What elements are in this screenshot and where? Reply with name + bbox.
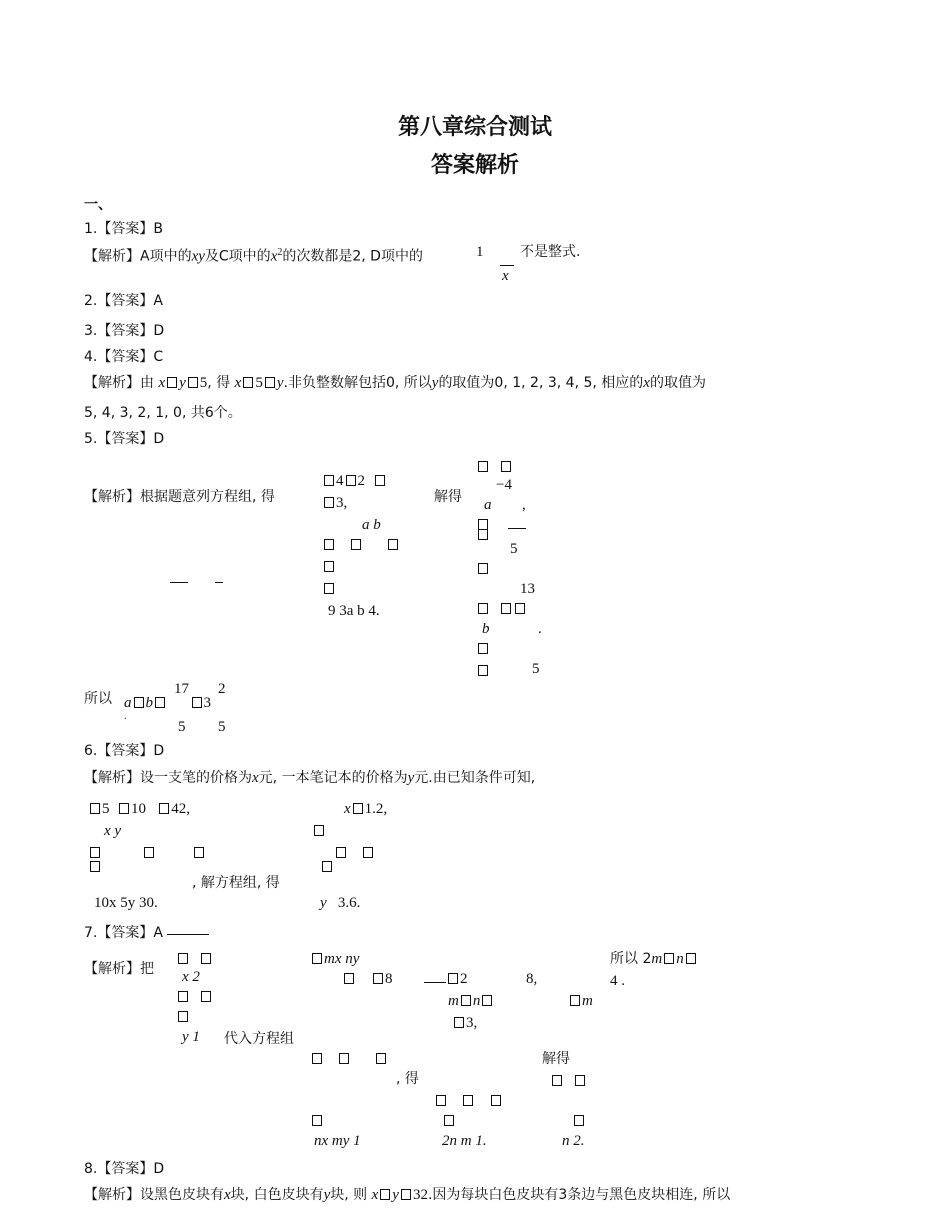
missing-glyph-icon: [336, 847, 346, 858]
missing-glyph-icon: [478, 563, 488, 574]
math: y: [323, 1187, 331, 1203]
missing-glyph-icon: [515, 603, 525, 614]
missing-glyph-icon: [201, 953, 211, 964]
math: n: [676, 951, 684, 967]
missing-glyph-icon: [144, 847, 154, 858]
text: 【解析】由: [84, 375, 154, 391]
math: 8: [385, 971, 393, 987]
brace-glyphs: [476, 526, 490, 544]
text: 解得: [434, 489, 462, 505]
brace-glyphs: [550, 1072, 587, 1090]
text: , 解方程组, 得: [192, 875, 280, 891]
text: 7.【答案】A: [84, 925, 163, 941]
frac-denominator: x: [502, 268, 509, 284]
math: m: [582, 993, 593, 1009]
answer-2-label: 2.【答案】A: [84, 293, 163, 309]
brace-glyphs: [88, 844, 206, 862]
brace-glyphs: [322, 536, 400, 554]
text: 的次数都是2, D项中的: [282, 248, 423, 265]
missing-glyph-icon: [90, 861, 100, 872]
math: y: [179, 375, 186, 391]
equation-row: 9 3a b 4.: [328, 603, 380, 619]
missing-glyph-icon: [363, 847, 373, 858]
equation-row: [448, 992, 494, 1010]
missing-glyph-icon: [388, 539, 398, 550]
text: .因为每块白色皮块有3条边与黑色皮块相连, 所以: [427, 1187, 731, 1203]
equation-row: [424, 970, 468, 988]
math: 5: [178, 719, 186, 735]
math: a: [124, 695, 132, 711]
equation-row: 2n m 1.: [442, 1133, 487, 1149]
solution-row: [320, 894, 360, 912]
text: 的取值为: [649, 375, 706, 391]
brace-glyphs: [176, 950, 213, 968]
math: 2: [460, 971, 468, 987]
math: 3,: [466, 1015, 478, 1031]
missing-glyph-icon: [119, 803, 129, 814]
missing-glyph-icon: [478, 603, 488, 614]
text: 【解析】设一支笔的价格为: [84, 770, 252, 786]
missing-glyph-icon: [201, 991, 211, 1002]
missing-glyph-icon: [491, 1095, 501, 1106]
math: x: [643, 375, 650, 391]
text: 【解析】A项中的: [84, 248, 192, 265]
equation-row: [322, 494, 347, 512]
answer-7-label: [84, 924, 209, 942]
math: 42,: [171, 801, 190, 817]
frac-numerator: 1: [476, 244, 484, 260]
missing-glyph-icon: [312, 1053, 322, 1064]
brace-glyphs: [310, 1112, 324, 1130]
math: 8,: [526, 971, 538, 987]
brace-glyphs: [476, 458, 513, 476]
missing-glyph-icon: [167, 377, 177, 388]
equation-row: x y: [104, 823, 122, 839]
math: 17: [174, 681, 189, 697]
answer-6-analysis: [84, 769, 535, 787]
math: 5: [510, 541, 518, 557]
text: 所以 2: [610, 951, 652, 967]
math: 32: [412, 1187, 428, 1203]
missing-glyph-icon: [375, 475, 385, 486]
missing-glyph-icon: [482, 995, 492, 1006]
math: a: [484, 497, 492, 513]
brace-glyphs: [312, 822, 326, 840]
missing-glyph-icon: [314, 825, 324, 836]
math: y: [431, 375, 439, 391]
text: 元, 一本笔记本的价格为: [258, 770, 408, 786]
text: 解得: [542, 1051, 570, 1067]
missing-glyph-icon: [344, 973, 354, 984]
equation-row: a b: [362, 517, 381, 533]
dash: [215, 582, 223, 583]
missing-glyph-icon: [461, 995, 471, 1006]
solution-row: [344, 800, 387, 818]
equation-row: [310, 950, 359, 968]
stray-dashes: [170, 570, 223, 588]
missing-glyph-icon: [478, 643, 488, 654]
brace-glyphs: [476, 662, 490, 680]
math: 5: [102, 801, 110, 817]
math: x: [224, 1187, 231, 1203]
answer-4-label: 4.【答案】C: [84, 349, 164, 365]
answer-5-analysis: 【解析】根据题意列方程组, 得: [84, 489, 275, 505]
answer-1-analysis: [84, 244, 423, 266]
missing-glyph-icon: [324, 539, 334, 550]
math: .: [538, 621, 542, 637]
missing-glyph-icon: [574, 1115, 584, 1126]
brace-glyphs: [476, 600, 527, 618]
missing-glyph-icon: [322, 861, 332, 872]
math: mx ny: [324, 951, 360, 967]
brace-glyphs: [434, 1092, 503, 1110]
answer-1-label: 1.【答案】B: [84, 221, 163, 237]
brace-glyphs: [176, 1008, 190, 1026]
math: x 2: [182, 969, 200, 985]
missing-glyph-icon: [664, 953, 674, 964]
missing-glyph-icon: [463, 1095, 473, 1106]
missing-glyph-icon: [478, 665, 488, 676]
math: y: [392, 1187, 399, 1203]
dash: [170, 582, 188, 583]
missing-glyph-icon: [686, 953, 696, 964]
math: y: [276, 375, 284, 391]
math-expression: [124, 694, 211, 712]
missing-glyph-icon: [155, 697, 165, 708]
math: 4: [504, 477, 512, 493]
math-xy: xy: [191, 248, 205, 265]
brace-glyphs: [322, 580, 336, 598]
math: 5: [199, 375, 208, 391]
answer-8-analysis: [84, 1186, 730, 1204]
math: b: [145, 695, 153, 711]
missing-glyph-icon: [339, 1053, 349, 1064]
answer-7-analysis: 【解析】把: [84, 961, 154, 977]
fraction-bar: [500, 265, 514, 266]
missing-glyph-icon: [188, 377, 198, 388]
dash: [508, 528, 526, 529]
math: x: [344, 801, 351, 817]
equation-row: nx my 1: [314, 1133, 361, 1149]
answer-6-label: 6.【答案】D: [84, 743, 165, 759]
equation-row: 10x 5y 30.: [94, 895, 158, 911]
missing-glyph-icon: [575, 1075, 585, 1086]
missing-glyph-icon: [324, 497, 334, 508]
equation-row: [88, 800, 190, 818]
missing-glyph-icon: [324, 583, 334, 594]
missing-glyph-icon: [436, 1095, 446, 1106]
missing-glyph-icon: [178, 991, 188, 1002]
page-subtitle: 答案解析: [430, 153, 519, 178]
conclusion: [610, 950, 698, 968]
math: 5: [218, 719, 226, 735]
math: ,: [522, 497, 526, 513]
answer-3-label: 3.【答案】D: [84, 323, 165, 339]
math: 5: [532, 661, 540, 677]
brace-glyphs: [334, 844, 375, 862]
missing-glyph-icon: [373, 973, 383, 984]
math: 5: [255, 375, 263, 391]
missing-glyph-icon: [265, 377, 275, 388]
math: 4: [336, 473, 344, 489]
missing-glyph-icon: [178, 1011, 188, 1022]
text: 及C项中的: [204, 248, 271, 265]
math: y 1: [182, 1029, 200, 1045]
missing-glyph-icon: [351, 539, 361, 550]
text: 块, 则: [330, 1187, 368, 1203]
missing-glyph-icon: [90, 803, 100, 814]
missing-glyph-icon: [570, 995, 580, 1006]
math: .: [124, 711, 127, 722]
math: 4 .: [610, 973, 625, 989]
answer-8-label: 8.【答案】D: [84, 1161, 165, 1177]
math: 3.6.: [337, 895, 361, 911]
missing-glyph-icon: [312, 1115, 322, 1126]
missing-glyph-icon: [346, 475, 356, 486]
missing-glyph-icon: [134, 697, 144, 708]
brace-glyphs: [310, 1050, 388, 1068]
missing-glyph-icon: [454, 1017, 464, 1028]
brace-glyphs: [476, 640, 490, 658]
math-x: x: [270, 248, 278, 265]
math: 2: [218, 681, 226, 697]
missing-glyph-icon: [380, 1189, 390, 1200]
missing-glyph-icon: [448, 973, 458, 984]
text: 的取值为0, 1, 2, 3, 4, 5, 相应的: [438, 375, 644, 391]
missing-glyph-icon: [324, 475, 334, 486]
brace-glyphs: [476, 560, 490, 578]
text: , 得: [396, 1071, 419, 1087]
math: n: [472, 993, 481, 1009]
text: .非负整数解包括0, 所以: [283, 375, 432, 391]
equation-row: [322, 472, 387, 490]
missing-glyph-icon: [312, 953, 322, 964]
answer-4-analysis-cont: 5, 4, 3, 2, 1, 0, 共6个。: [84, 405, 242, 421]
missing-glyph-icon: [178, 953, 188, 964]
brace-glyphs: [176, 988, 213, 1006]
math: x: [234, 375, 242, 391]
underline: [167, 924, 209, 935]
math: n 2.: [562, 1133, 585, 1149]
math-sup: 2: [277, 247, 283, 258]
section-label: 一、: [84, 197, 112, 213]
math: m: [448, 993, 459, 1009]
page-title: 第八章综合测试: [397, 115, 552, 140]
text: 不是整式.: [520, 244, 581, 260]
math: −4: [496, 477, 512, 493]
missing-glyph-icon: [90, 847, 100, 858]
math: 13: [520, 581, 535, 597]
equation-row: [342, 970, 393, 988]
equation-row: [452, 1014, 477, 1032]
missing-glyph-icon: [401, 1189, 411, 1200]
math: 3: [203, 695, 211, 711]
math: 3,: [336, 495, 348, 511]
math: x: [252, 770, 259, 786]
math: x: [371, 1187, 379, 1203]
answer-4-analysis: [84, 374, 706, 392]
math: m: [651, 951, 663, 967]
math: 1.2,: [364, 801, 388, 817]
text: 块, 白色皮块有: [230, 1187, 324, 1203]
math: 2: [357, 473, 365, 489]
missing-glyph-icon: [192, 697, 202, 708]
brace-glyphs: [88, 858, 102, 876]
text: 【解析】设黑色皮块有: [84, 1187, 224, 1203]
missing-glyph-icon: [501, 461, 511, 472]
text: , 得: [207, 375, 231, 391]
text: 元.由已知条件可知,: [414, 770, 536, 786]
math: 10: [131, 801, 146, 817]
missing-glyph-icon: [552, 1075, 562, 1086]
brace-glyphs: [320, 858, 334, 876]
missing-glyph-icon: [501, 603, 511, 614]
brace-glyphs: [322, 558, 336, 576]
missing-glyph-icon: [478, 529, 488, 540]
missing-glyph-icon: [243, 377, 253, 388]
missing-glyph-icon: [478, 461, 488, 472]
math: y: [320, 895, 327, 911]
brace-glyphs: [442, 1112, 456, 1130]
missing-glyph-icon: [159, 803, 169, 814]
math: [568, 992, 593, 1010]
text: 所以: [84, 691, 112, 707]
answer-5-label: 5.【答案】D: [84, 431, 165, 447]
brace-glyphs: [572, 1112, 586, 1130]
missing-glyph-icon: [353, 803, 363, 814]
dash: [424, 982, 446, 983]
missing-glyph-icon: [194, 847, 204, 858]
text: 代入方程组: [224, 1031, 294, 1047]
math: b: [482, 621, 490, 637]
missing-glyph-icon: [444, 1115, 454, 1126]
missing-glyph-icon: [324, 561, 334, 572]
math: y: [407, 770, 415, 786]
missing-glyph-icon: [376, 1053, 386, 1064]
math: x: [158, 375, 166, 391]
